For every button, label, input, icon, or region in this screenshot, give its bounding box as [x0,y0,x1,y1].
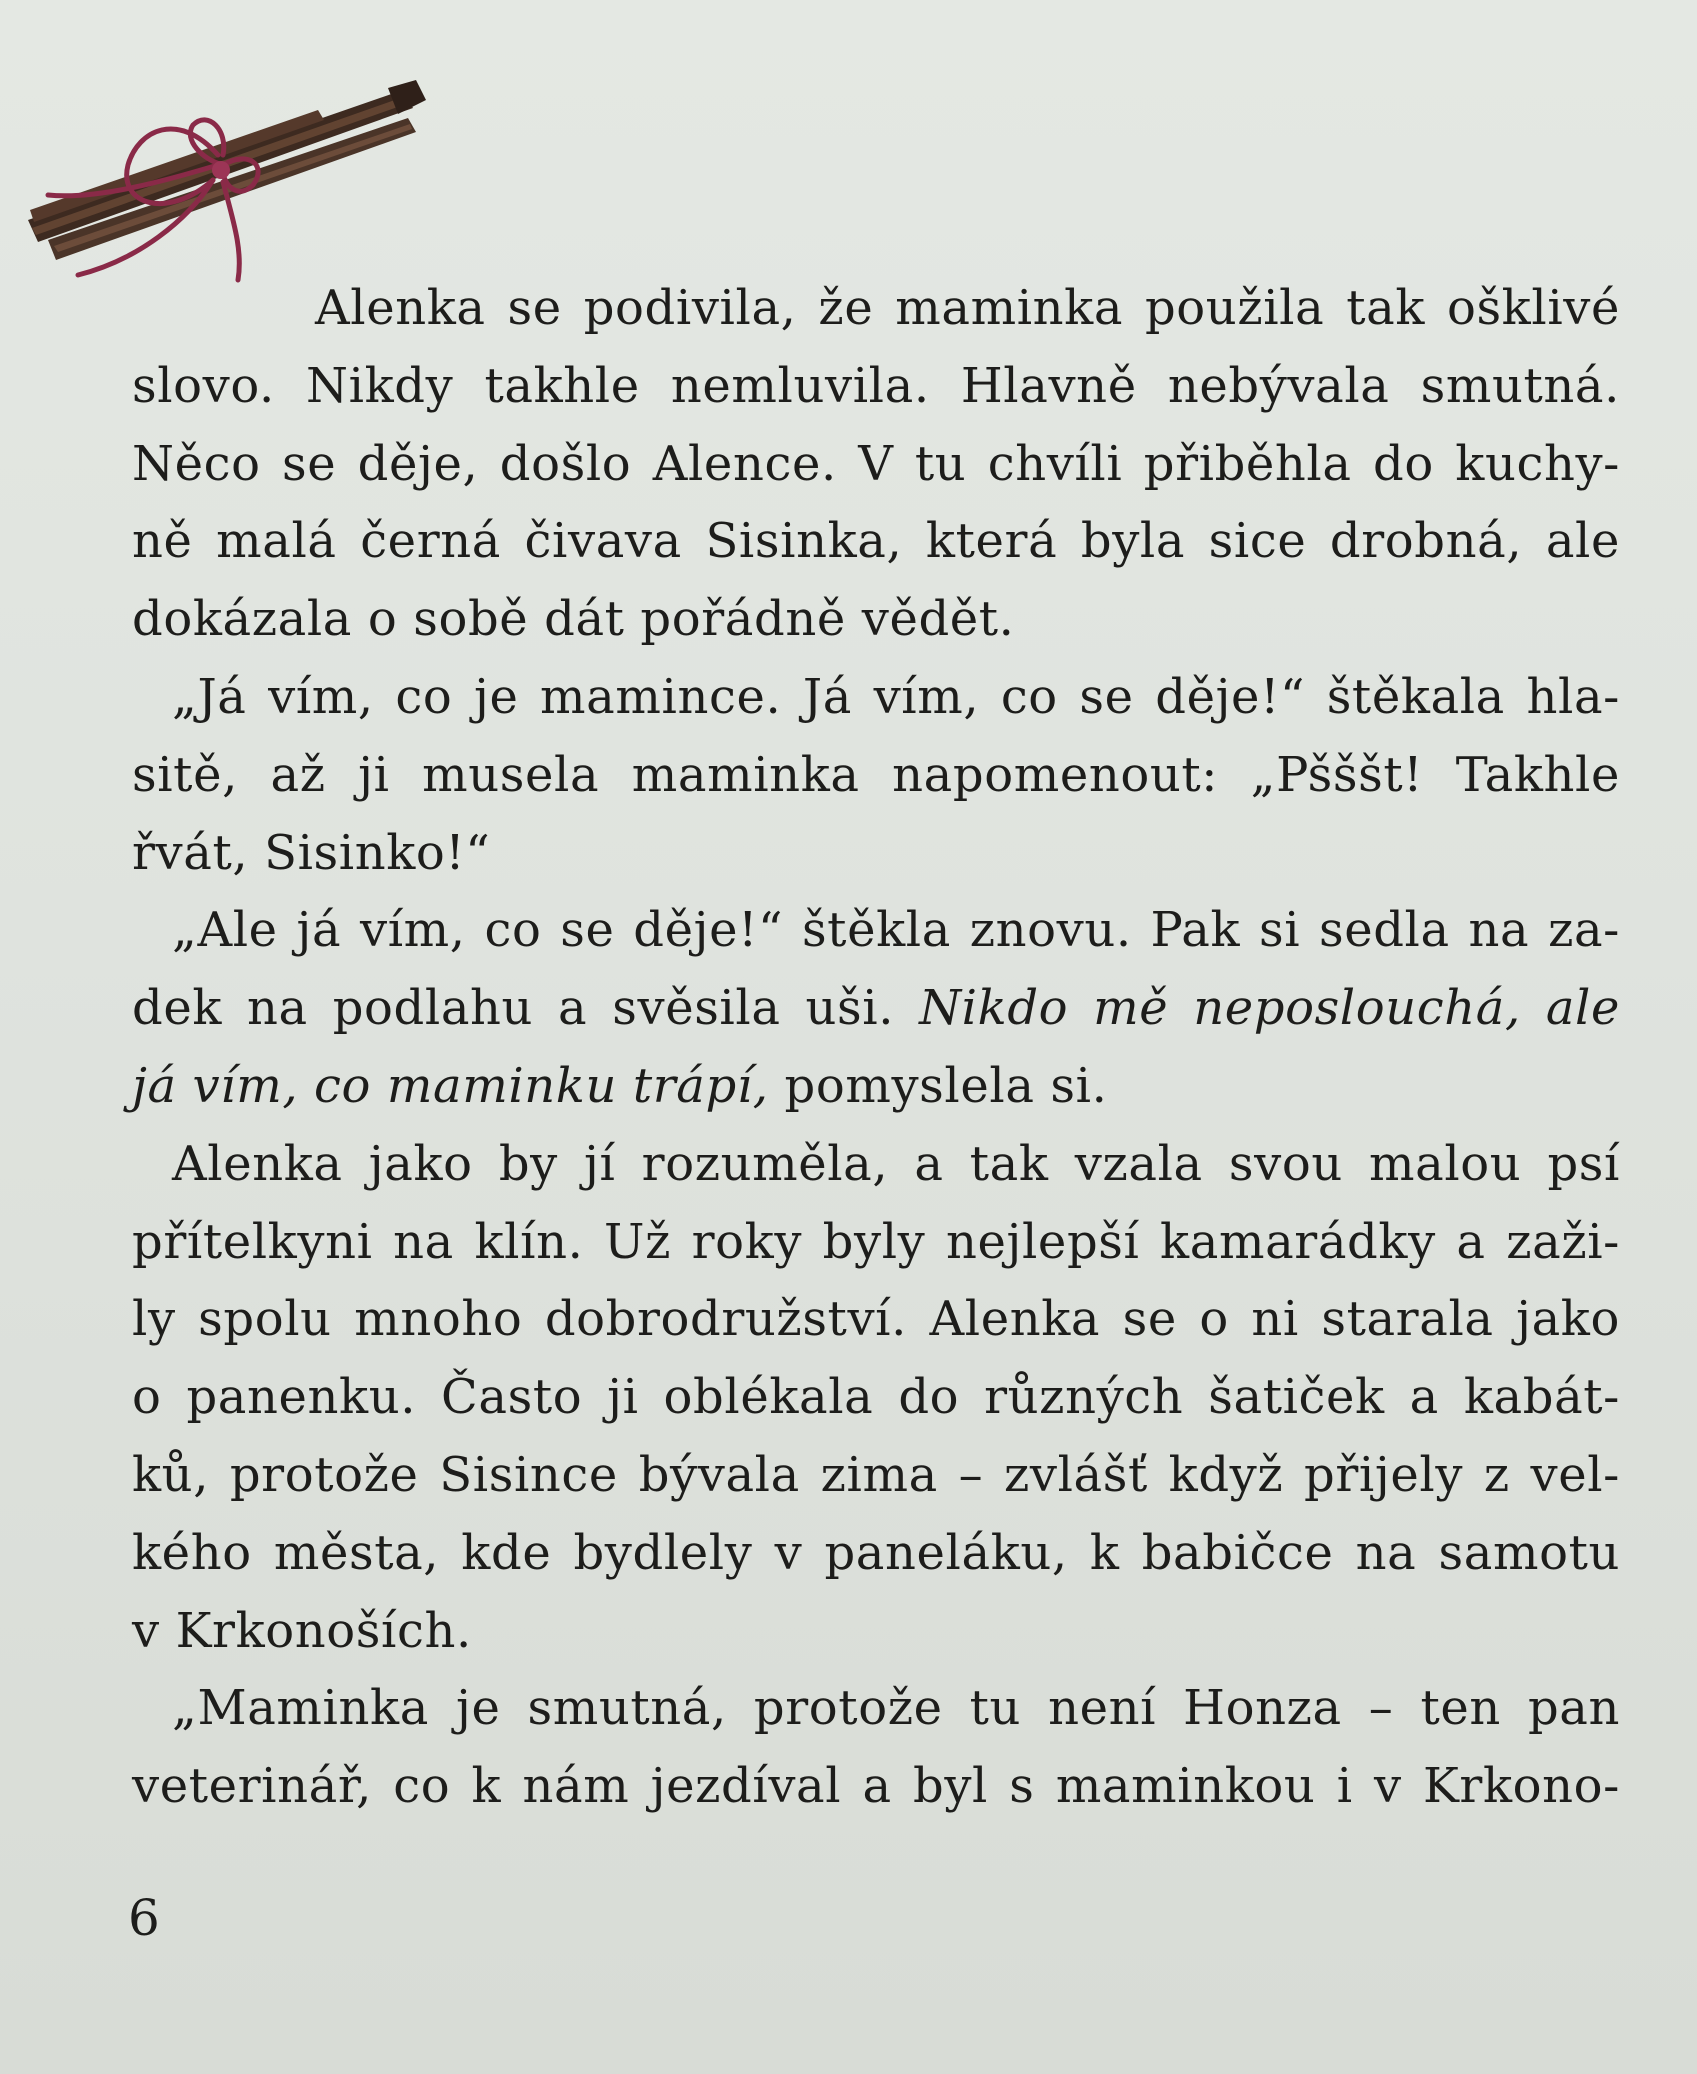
line-text: Alenka se podivila, že maminka použila tak ošklivé [315,280,1620,336]
line-text: řvát, Sisinko!“ [132,824,491,881]
line-text: ly spolu mnoho dobrodružství. Alenka se o ni starala jako [132,1291,1620,1348]
line-text: slovo. Nikdy takhle nemluvila. Hlavně nebývala smutná. [132,357,1620,414]
line-text: „Maminka je smutná, protože tu není Honza – ten pan [172,1680,1620,1737]
text-line [132,581,1620,659]
text-line [132,815,1620,893]
line-text: sitě, až ji musela maminka napomenout: „Pšššt! Takhle [132,746,1620,803]
text-line [132,1204,1620,1282]
text-line [132,348,1620,426]
text-line [132,1437,1620,1515]
page-number: 6 [128,1889,160,1947]
text-line [132,1126,1620,1204]
text-line [132,970,1620,1048]
line-text: dek na podlahu a svěsila uši. [132,980,920,1037]
text-line [132,503,1620,581]
text-line [132,892,1620,970]
text-line [132,426,1620,504]
line-text: v Krkonoších. [132,1602,472,1659]
line-text: přítelkyni na klín. Už roky byly nejlepší kamarádky a zaži- [132,1213,1620,1270]
line-text: ně malá černá čivava Sisinka, která byla sice drobná, ale [132,513,1620,570]
text-line [132,270,1620,348]
line-text: pomyslela si. [768,1057,1108,1114]
line-text: Alenka jako by jí rozuměla, a tak vzala svou malou psí [172,1135,1620,1192]
text-line [132,1048,1620,1126]
cinnamon-sticks-with-ribbon-icon [18,70,428,290]
text-line [132,1359,1620,1437]
text-line [132,1515,1620,1593]
body-text [132,270,1620,1826]
text-line [132,1748,1620,1826]
italic-text: já vím, co maminku trápí, [132,1057,769,1114]
line-text: dokázala o sobě dát pořádně vědět. [132,591,1015,648]
text-line [132,659,1620,737]
line-text: „Já vím, co je mamince. Já vím, co se děje!“ štěkala hla- [172,668,1620,725]
italic-text: Nikdo mě neposlouchá, ale [919,980,1620,1037]
text-line [132,1281,1620,1359]
line-text: o panenku. Často ji oblékala do různých šatiček a kabát- [132,1369,1620,1426]
line-text: „Ale já vím, co se děje!“ štěkla znovu. Pak si sedla na za- [172,902,1620,959]
text-line [132,1593,1620,1671]
line-text: veterinář, co k nám jezdíval a byl s maminkou i v Krkono- [132,1758,1620,1815]
text-line [132,1670,1620,1748]
line-text: ků, protože Sisince bývala zima – zvlášť když přijely z vel- [132,1446,1620,1503]
text-line [132,737,1620,815]
line-text: Něco se děje, došlo Alence. V tu chvíli přiběhla do kuchy- [132,435,1620,492]
line-text: kého města, kde bydlely v paneláku, k babičce na samotu [132,1524,1620,1581]
